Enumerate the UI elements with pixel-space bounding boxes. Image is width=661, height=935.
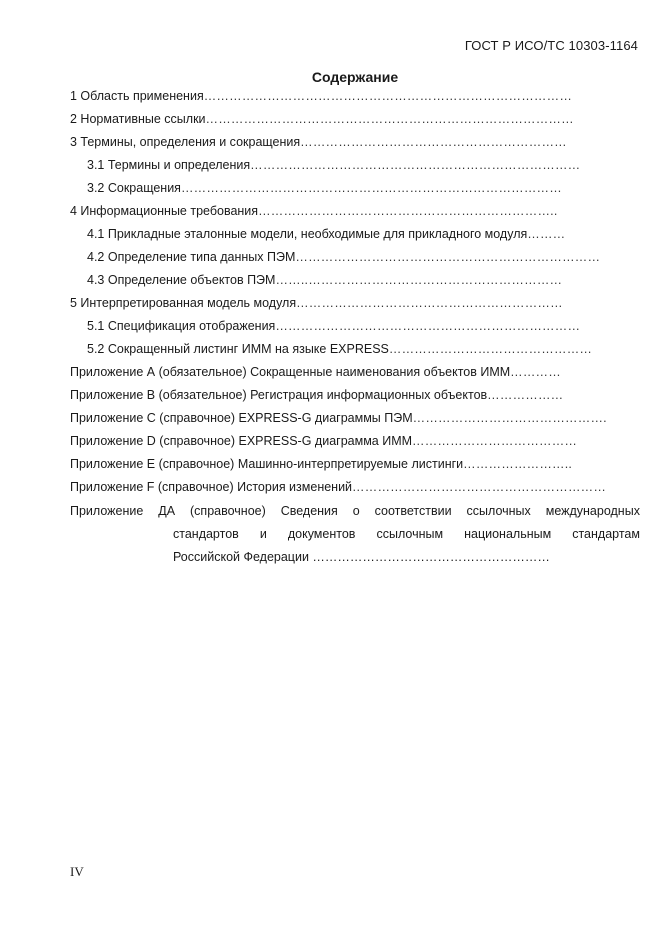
toc-entry[interactable] [70, 178, 640, 201]
toc-entry[interactable] [70, 132, 640, 155]
toc-entry[interactable] [70, 86, 640, 109]
toc-entry[interactable] [70, 362, 640, 385]
toc-entry[interactable] [70, 293, 640, 316]
toc-entry-dots: ……………………………………………………………………………… [180, 181, 562, 195]
toc-entry-label: 5 Интерпретированная модель модуля [70, 296, 297, 310]
toc-entry[interactable] [70, 454, 640, 477]
toc-entry-word: ссылочным [376, 527, 444, 541]
toc-list [70, 86, 640, 500]
toc-entry-dots: ……………………………………………………… [296, 296, 563, 310]
toc-entry-dots: ………………………………………………… [312, 550, 550, 564]
toc-entry-dots: …………………………………………………………………… [250, 158, 581, 172]
toc-entry-label: 3 Термины, определения и сокращения [70, 135, 301, 149]
toc-entry[interactable] [70, 339, 640, 362]
toc-entry-dots: ………………………………………. [412, 411, 607, 425]
toc-entry-appendix-da-line-3 [70, 546, 640, 569]
toc-entry-appendix-da[interactable] [70, 500, 640, 569]
toc-entry-dots: …………………………………………………………….. [258, 204, 558, 218]
toc-entry[interactable] [70, 155, 640, 178]
toc-entry-word: Сведения [280, 504, 338, 518]
toc-entry-label: 4.2 Определение типа данных ПЭМ [87, 250, 296, 264]
toc-entry[interactable] [70, 270, 640, 293]
toc-entry-word: стандартам [572, 527, 640, 541]
page-number: IV [70, 864, 84, 879]
toc-entry-word: национальным [464, 527, 552, 541]
toc-entry-label: 5.1 Спецификация отображения [87, 319, 276, 333]
toc-entry-dots: ………………………………………… [388, 342, 593, 356]
toc-entry-dots: ………………………………… [412, 434, 578, 448]
toc-entry-label: Приложение F (справочное) История изменений [70, 480, 353, 494]
toc-entry-dots: ……… [527, 227, 566, 241]
toc-entry-word: и [259, 527, 267, 541]
toc-entry-label: Приложение С (справочное) EXPRESS-G диаграммы ПЭМ [70, 411, 413, 425]
toc-entry[interactable] [70, 224, 640, 247]
toc-entry-dots: ……..…………………………………………………… [275, 273, 563, 287]
toc-entry-label: Приложение Е (справочное) Машинно-интерпретируемые листинги [70, 457, 464, 471]
toc-entry-word: ссылочных [466, 504, 531, 518]
toc-entry[interactable] [70, 247, 640, 270]
table-of-contents [70, 86, 640, 569]
toc-entry-dots: …………………………………………………… [352, 480, 607, 494]
toc-entry-dots: …………………….. [463, 457, 573, 471]
toc-entry-word: стандартов [173, 527, 239, 541]
toc-entry-label: 4.1 Прикладные эталонные модели, необходимые для прикладного модуля [87, 227, 528, 241]
toc-entry-dots: ……………………………………………………………… [295, 250, 601, 264]
toc-entry-dots: ……………… [487, 388, 564, 402]
toc-entry-word: Приложение [70, 504, 144, 518]
toc-entry-appendix-da-line-1 [70, 500, 640, 523]
toc-entry[interactable] [70, 408, 640, 431]
toc-entry[interactable] [70, 316, 640, 339]
toc-entry[interactable] [70, 385, 640, 408]
toc-entry-label: 1 Область применения [70, 89, 204, 103]
toc-entry-label: 2 Нормативные ссылки [70, 112, 206, 126]
toc-entry-dots: ………… [510, 365, 561, 379]
toc-entry[interactable] [70, 477, 640, 500]
toc-entry[interactable] [70, 201, 640, 224]
toc-entry-word: соответствии [374, 504, 452, 518]
toc-entry[interactable] [70, 109, 640, 132]
toc-entry-dots: ……………………………………………………………… [275, 319, 581, 333]
toc-entry-word: международных [545, 504, 640, 518]
toc-entry-word: ДА [158, 504, 176, 518]
toc-entry-label: 4.3 Определение объектов ПЭМ [87, 273, 276, 287]
toc-entry-word: о [352, 504, 360, 518]
toc-entry-word: документов [287, 527, 356, 541]
toc-entry-label: 5.2 Сокращенный листинг ИММ на языке EXPRESS [87, 342, 389, 356]
toc-entry-label: Приложение D (справочное) EXPRESS-G диаграмма ИММ [70, 434, 413, 448]
toc-entry-dots: ……………………………………………………… [300, 135, 567, 149]
toc-entry-label: 3.2 Сокращения [87, 181, 181, 195]
toc-entry-dots: …………………………………………………………………………… [205, 112, 574, 126]
toc-entry-label: 3.1 Термины и определения [87, 158, 251, 172]
document-code: ГОСТ Р ИСО/ТС 10303-1164 [464, 38, 638, 53]
toc-entry-label: Приложение А (обязательное) Сокращенные наименования объектов ИММ [70, 365, 511, 379]
toc-entry-dots: …………………………………………………………………………… [203, 89, 573, 103]
toc-entry[interactable] [70, 431, 640, 454]
toc-entry-word: (справочное) [190, 504, 266, 518]
toc-entry-label: 4 Информационные требования [70, 204, 259, 218]
toc-entry-label: Приложение В (обязательное) Регистрация информационных объектов [70, 388, 488, 402]
toc-entry-label: Российской Федерации [173, 550, 309, 564]
toc-entry-appendix-da-line-2 [70, 523, 640, 546]
toc-title: Содержание [311, 69, 399, 85]
